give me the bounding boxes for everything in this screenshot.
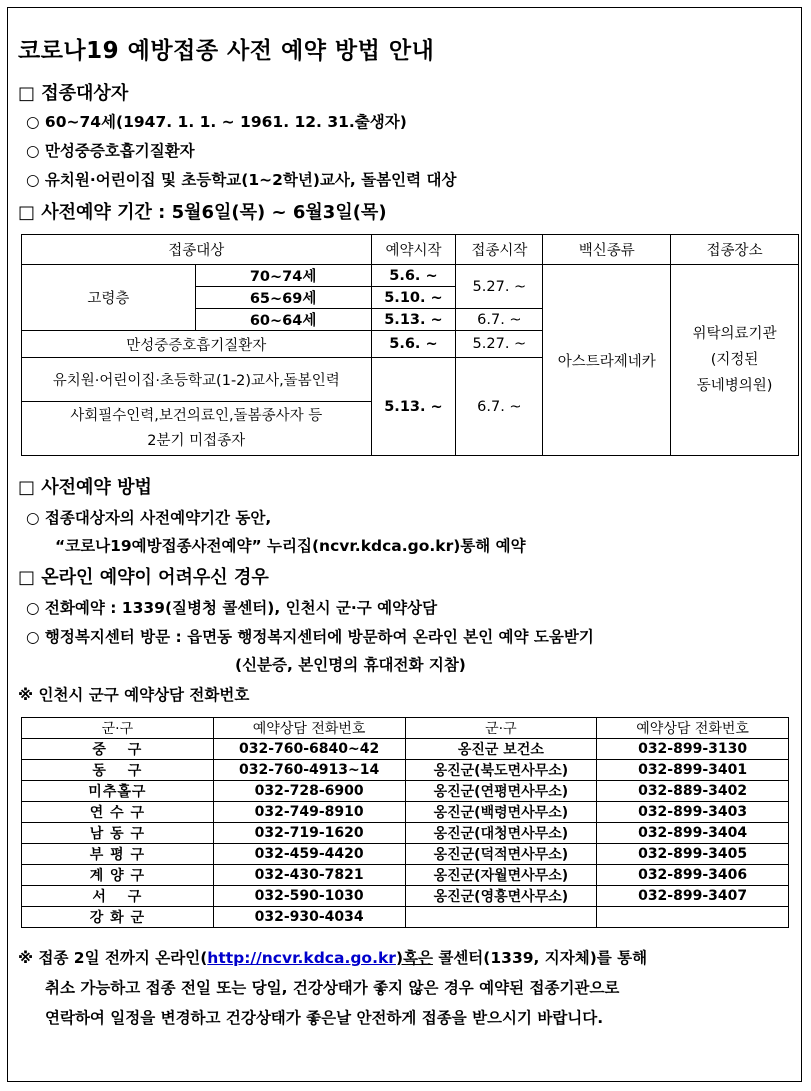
phone-row <box>22 802 789 823</box>
phone-cell-number-b: 032-899-3406 <box>597 865 789 886</box>
phone-cell-number-b: 032-899-3401 <box>597 760 789 781</box>
phone-cell-number-b: 032-899-3405 <box>597 844 789 865</box>
phone-header-district-1: 군·구 <box>22 718 214 739</box>
phone-row <box>22 865 789 886</box>
phone-cell-number-a: 032-760-6840~42 <box>213 739 405 760</box>
target-essential-workers <box>22 402 372 456</box>
target-item-teachers: ○ 유치원·어린이집 및 초등학교(1~2학년)교사, 돌봄인력 대상 <box>26 171 457 189</box>
offline-visit-requirements: (신분증, 본인명의 휴대전화 지참) <box>235 656 466 674</box>
essential-line-1: 사회필수인력,보건의료인,돌봄종사자 등 <box>70 407 323 424</box>
phone-cell-district-b: 옹진군(백령면사무소) <box>405 802 597 823</box>
phone-cell-number-b <box>597 907 789 928</box>
phone-cell-number-a: 032-728-6900 <box>213 781 405 802</box>
phone-cell-number-b: 032-889-3402 <box>597 781 789 802</box>
reserve-respiratory: 5.6. ~ <box>371 331 456 358</box>
reserve-70-74: 5.6. ~ <box>371 265 456 287</box>
phone-cell-district-b: 옹진군 보건소 <box>405 739 597 760</box>
phone-cell-district-a: 중 구 <box>22 739 214 760</box>
section-heading-targets: □ 접종대상자 <box>18 83 129 104</box>
phone-row <box>22 823 789 844</box>
page-title: 코로나19 예방접종 사전 예약 방법 안내 <box>18 38 435 64</box>
elderly-label: 고령층 <box>22 265 196 331</box>
schedule-header-reserve: 예약시작 <box>371 235 456 265</box>
schedule-header-target: 접종대상 <box>22 235 372 265</box>
phone-cell-number-b: 032-899-3407 <box>597 886 789 907</box>
phone-cell-district-b: 옹진군(영흥면사무소) <box>405 886 597 907</box>
phone-cell-district-a: 동 구 <box>22 760 214 781</box>
phone-cell-district-b: 옹진군(북도면사무소) <box>405 760 597 781</box>
method-website: “코로나19예방접종사전예약” 누리집(ncvr.kdca.go.kr)통해 예약 <box>55 537 526 555</box>
offline-visit: ○ 행정복지센터 방문 : 읍면동 행정복지센터에 방문하여 온라인 본인 예약 도움받기 <box>26 628 594 646</box>
section-heading-offline: □ 온라인 예약이 어려우신 경우 <box>18 567 269 588</box>
target-65-69: 65~69세 <box>195 287 371 309</box>
vaccination-place <box>671 265 799 456</box>
phone-cell-number-a: 032-930-4034 <box>213 907 405 928</box>
vaccinate-70-74-65-69: 5.27. ~ <box>456 265 543 309</box>
phone-row <box>22 760 789 781</box>
reserve-60-64: 5.13. ~ <box>371 309 456 331</box>
place-line-2: (지정된 <box>710 352 759 368</box>
phone-cell-number-b: 032-899-3403 <box>597 802 789 823</box>
method-item: ○ 접종대상자의 사전예약기간 동안, <box>26 509 272 527</box>
phone-cell-district-a: 연 수 구 <box>22 802 214 823</box>
schedule-header-vaccine: 백신종류 <box>543 235 671 265</box>
footer-line-1 <box>18 946 647 968</box>
phone-cell-district-b: 옹진군(대청면사무소) <box>405 823 597 844</box>
phone-cell-district-a: 부 평 구 <box>22 844 214 865</box>
phone-header-district-2: 군·구 <box>405 718 597 739</box>
phone-cell-district-b <box>405 907 597 928</box>
footer-after-link: )혹은 <box>395 949 433 967</box>
section-heading-method: □ 사전예약 방법 <box>18 477 152 498</box>
footer-prefix: ※ 접종 2일 전까지 온라인( <box>18 949 208 967</box>
target-item-respiratory: ○ 만성중증호흡기질환자 <box>26 142 195 160</box>
phone-cell-number-b: 032-899-3130 <box>597 739 789 760</box>
phone-cell-district-a: 미추홀구 <box>22 781 214 802</box>
footer-rest: 콜센터(1339, 지자체)를 통해 <box>432 949 648 967</box>
footer-line-3: 연락하여 일정을 변경하고 건강상태가 좋은날 안전하게 접종을 받으시기 바랍니다. <box>45 1009 604 1027</box>
phone-cell-number-b: 032-899-3404 <box>597 823 789 844</box>
schedule-table <box>21 234 799 456</box>
phone-cell-district-b: 옹진군(덕적면사무소) <box>405 844 597 865</box>
phone-row <box>22 844 789 865</box>
phone-cell-number-a: 032-459-4420 <box>213 844 405 865</box>
reserve-teachers-essential: 5.13. ~ <box>371 358 456 456</box>
target-70-74: 70~74세 <box>195 265 371 287</box>
section-heading-period: □ 사전예약 기간 : 5월6일(목) ~ 6월3일(목) <box>18 202 387 223</box>
offline-phone: ○ 전화예약 : 1339(질병청 콜센터), 인천시 군·구 예약상담 <box>26 599 438 617</box>
phone-cell-number-a: 032-719-1620 <box>213 823 405 844</box>
phone-cell-district-a: 서 구 <box>22 886 214 907</box>
reserve-65-69: 5.10. ~ <box>371 287 456 309</box>
schedule-header-vaccinate: 접종시작 <box>456 235 543 265</box>
phone-row <box>22 781 789 802</box>
vaccinate-teachers-essential: 6.7. ~ <box>456 358 543 456</box>
target-item-age: ○ 60~74세(1947. 1. 1. ~ 1961. 12. 31.출생자) <box>26 113 407 131</box>
phone-header-number-2: 예약상담 전화번호 <box>597 718 789 739</box>
phone-row <box>22 739 789 760</box>
footer-link[interactable]: http://ncvr.kdca.go.kr <box>207 949 396 967</box>
target-teachers: 유치원·어린이집·초등학교(1-2)교사,돌봄인력 <box>22 358 372 402</box>
phone-cell-number-a: 032-760-4913~14 <box>213 760 405 781</box>
phone-cell-number-a: 032-749-8910 <box>213 802 405 823</box>
place-line-3: 동네병의원) <box>696 378 773 394</box>
phone-cell-district-a: 강 화 군 <box>22 907 214 928</box>
vaccinate-60-64: 6.7. ~ <box>456 309 543 331</box>
schedule-header-place: 접종장소 <box>671 235 799 265</box>
vaccinate-respiratory: 5.27. ~ <box>456 331 543 358</box>
target-respiratory: 만성중증호흡기질환자 <box>22 331 372 358</box>
phone-row <box>22 886 789 907</box>
phone-table <box>21 717 789 928</box>
phone-row <box>22 907 789 928</box>
phone-header-number-1: 예약상담 전화번호 <box>213 718 405 739</box>
section-heading-phones: ※ 인천시 군구 예약상담 전화번호 <box>18 686 250 704</box>
target-60-64: 60~64세 <box>195 309 371 331</box>
essential-line-2: 2분기 미접종자 <box>147 432 246 449</box>
footer-line-2: 취소 가능하고 접종 전일 또는 당일, 건강상태가 좋지 않은 경우 예약된 접종기관으로 <box>45 979 620 997</box>
place-line-1: 위탁의료기관 <box>692 326 777 342</box>
phone-cell-number-a: 032-590-1030 <box>213 886 405 907</box>
phone-cell-district-a: 남 동 구 <box>22 823 214 844</box>
phone-cell-number-a: 032-430-7821 <box>213 865 405 886</box>
phone-cell-district-b: 옹진군(자월면사무소) <box>405 865 597 886</box>
phone-cell-district-b: 옹진군(연평면사무소) <box>405 781 597 802</box>
phone-cell-district-a: 계 양 구 <box>22 865 214 886</box>
vaccine-type: 아스트라제네카 <box>543 265 671 456</box>
